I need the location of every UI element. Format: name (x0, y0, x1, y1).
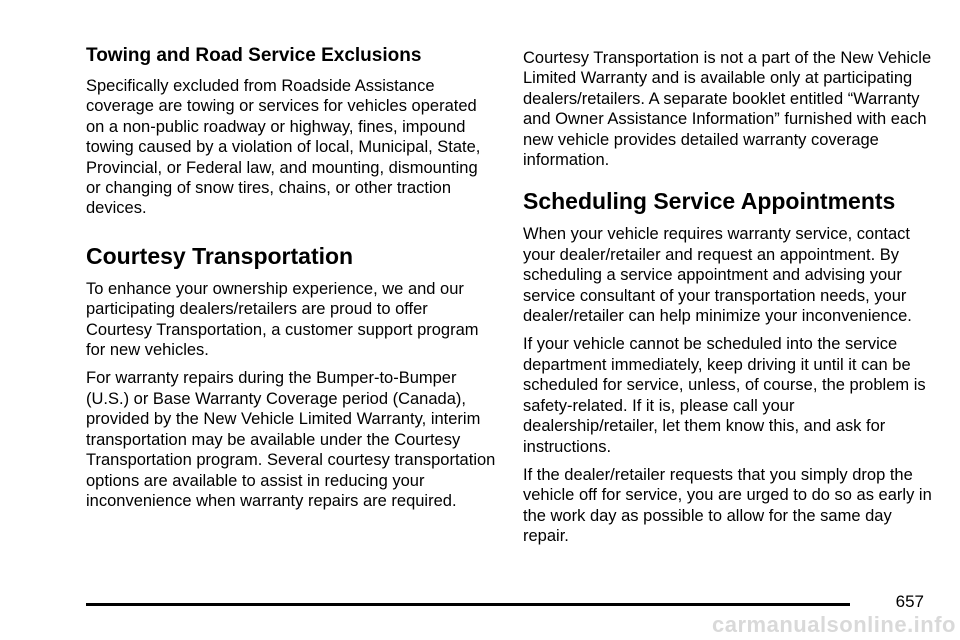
left-column (86, 44, 496, 519)
paragraph-scheduling-safety: If your vehicle cannot be scheduled into the service department immediately, keep driving it until it can be scheduled for service, unless, of course, the problem is safety-related. If it is, please call your dealership/retailer, let them know this, and ask for instructions. (523, 335, 926, 456)
heading-courtesy-transportation: Courtesy Transportation (86, 242, 354, 269)
footer-rule (86, 603, 850, 606)
page-number: 657 (895, 592, 924, 611)
paragraph-scheduling-drop-off: If the dealer/retailer requests that you simply drop the vehicle off for service, you are urged to do so as early in the work day as possible to allow for the same day repair. (523, 465, 932, 546)
paragraph-courtesy-warranty: For warranty repairs during the Bumper-to-Bumper (U.S.) or Base Warranty Coverage period (Canada), provided by the New Vehicle Limited Warranty, interim transportation may be available under the Courtesy Transportation program. Several courtesy transportation options are available to assist in reducing your inconvenience when warranty repairs are required. (86, 369, 496, 510)
paragraph-towing-exclusions: Specifically excluded from Roadside Assistance coverage are towing or services for vehicles operated on a non-public roadway or highway, fines, impound towing caused by a violation of local, Municipal, State, Provincial, or Federal law, and mounting, dismounting or changing of snow tires, chains, or other traction devices. (86, 77, 481, 218)
right-column (523, 48, 933, 555)
heading-towing-exclusions: Towing and Road Service Exclusions (86, 45, 422, 66)
paragraph-courtesy-not-warranty: Courtesy Transportation is not a part of the New Vehicle Limited Warranty and is available only at participating dealers/retailers. A separate booklet entitled “Warranty and Owner Assistance Information” furnished with each new vehicle provides detailed warranty coverage information. (523, 49, 932, 170)
heading-scheduling-service: Scheduling Service Appointments (523, 188, 896, 215)
watermark: carmanualsonline.info (712, 612, 956, 637)
paragraph-scheduling-contact: When your vehicle requires warranty service, contact your dealer/retailer and request an appointment. By scheduling a service appointment and advising your service consultant of your transportation needs, your dealer/retailer can help minimize your inconvenience. (523, 225, 912, 326)
paragraph-courtesy-intro: To enhance your ownership experience, we and our participating dealers/retailers are proud to offer Courtesy Transportation, a customer support program for new vehicles. (86, 279, 479, 360)
